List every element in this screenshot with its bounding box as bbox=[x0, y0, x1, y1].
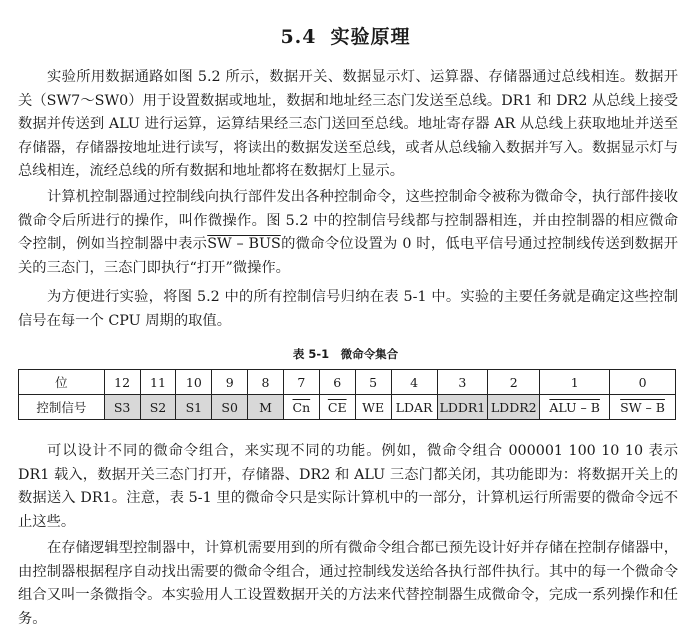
section-heading: 实验原理 bbox=[330, 26, 411, 48]
signal-cell: S0 bbox=[212, 395, 248, 420]
bit-cell: 12 bbox=[104, 370, 140, 395]
bit-cell: 0 bbox=[610, 370, 676, 395]
signal-cell: LDDR1 bbox=[437, 395, 488, 420]
signal-cell: S3 bbox=[104, 395, 140, 420]
section-title bbox=[0, 22, 691, 49]
paragraph-stored-logic: 在存储逻辑型控制器中，计算机需要用到的所有微命令组合都已预先设计好并存储在控制存储器中，由控制器根据程序自动找出需要的微命令组合，通过控制线发送给各执行部件执行。其中的每一个微命令组合又叫一条微指令。本实验用人工设置数据开关的方法来代替控制器生成微命令，完成一系列操作和任务。 bbox=[18, 540, 678, 627]
paragraph-table-intro: 为方便进行实验，将图 5.2 中的所有控制信号归纳在表 5-1 中。实验的主要任务就是确定这些控制信号在每一个 CPU 周期的取值。 bbox=[18, 289, 678, 329]
signal-ce: $\overline{CE}$ bbox=[327, 399, 347, 415]
signal-cell: S2 bbox=[140, 395, 176, 420]
bit-cell: 6 bbox=[319, 370, 355, 395]
signal-cell bbox=[610, 395, 676, 420]
bit-cell: 9 bbox=[212, 370, 248, 395]
signal-cell: LDDR2 bbox=[488, 395, 540, 420]
microcommand-table bbox=[18, 369, 676, 420]
signal-cell bbox=[283, 395, 319, 420]
section-number: 5.4 bbox=[280, 26, 317, 48]
signal-alu-b: ALU – B bbox=[549, 399, 600, 415]
bit-cell: 4 bbox=[391, 370, 437, 395]
paragraph-datapath: 实验所用数据通路如图 5.2 所示，数据开关、数据显示灯、运算器、存储器通过总线相连。数据开关（SW7～SW0）用于设置数据或地址，数据和地址经三态门发送至总线。DR1 和 DR2 从总线上接受数据并传送到 ALU 进行运算，运算结果经三态门送回至总线。地址寄存器 AR 从总线上获取地址并送至存储器，存储器按地址进行读写，将读出的数据发送至总线，或者从总线输入数据并写入。数据显示灯与总线相连，流经总线的所有数据和地址都将在数据灯上显示。 bbox=[18, 69, 678, 179]
signal-cell bbox=[540, 395, 610, 420]
signal-cell: M bbox=[248, 395, 284, 420]
sw-bus-signal: SW – BUS bbox=[207, 236, 281, 252]
row-label-cell: 控制信号 bbox=[19, 395, 105, 420]
signal-sw-b: SW – B bbox=[620, 399, 665, 415]
paragraph-control-signals-part2: 的微命令位设置为 0 时，低电平信号通过控制线传送到数据开关的三态门，三态门即执行“打开”微操作。 bbox=[18, 236, 679, 276]
paragraph-combinations: 可以设计不同的微命令组合，来实现不同的功能。例如，微命令组合 000001 100 10 10 表示 DR1 载入，数据开关三态门打开，存储器、DR2 和 ALU 三态门都关闭，其功能即为：将数据开关上的数据送入 DR1。注意，表 5-1 里的微命令只是实际计算机中的一部分，计算机运行所需要的微命令远不止这些。 bbox=[18, 443, 678, 530]
bit-cell: 7 bbox=[283, 370, 319, 395]
paragraph-control-signals-part1: 计算机控制器通过控制线向执行部件发出各种控制命令，这些控制命令被称为微命令，执行部件接收微命令后所进行的操作，叫作微操作。图 5.2 中的控制信号线都与控制器相连，并由控制器的相应微命令控制，例如当控制器中表示 bbox=[18, 189, 678, 252]
bit-cell: 8 bbox=[248, 370, 284, 395]
signal-cell bbox=[319, 395, 355, 420]
signal-cell: WE bbox=[355, 395, 391, 420]
signal-cell: LDAR bbox=[391, 395, 437, 420]
bit-cell: 2 bbox=[488, 370, 540, 395]
bit-cell: 11 bbox=[140, 370, 176, 395]
header-label-cell: 位 bbox=[19, 370, 105, 395]
table-signal-row bbox=[19, 395, 676, 420]
bit-cell: 3 bbox=[437, 370, 488, 395]
signal-cn: $\overline{Cn}$ bbox=[292, 399, 311, 415]
bit-cell: 1 bbox=[540, 370, 610, 395]
table-caption: 表 5-1 微命令集合 bbox=[292, 347, 399, 361]
table-header-row bbox=[19, 370, 676, 395]
paragraph-control-signals bbox=[18, 186, 678, 280]
bit-cell: 10 bbox=[176, 370, 212, 395]
signal-cell: S1 bbox=[176, 395, 212, 420]
bit-cell: 5 bbox=[355, 370, 391, 395]
